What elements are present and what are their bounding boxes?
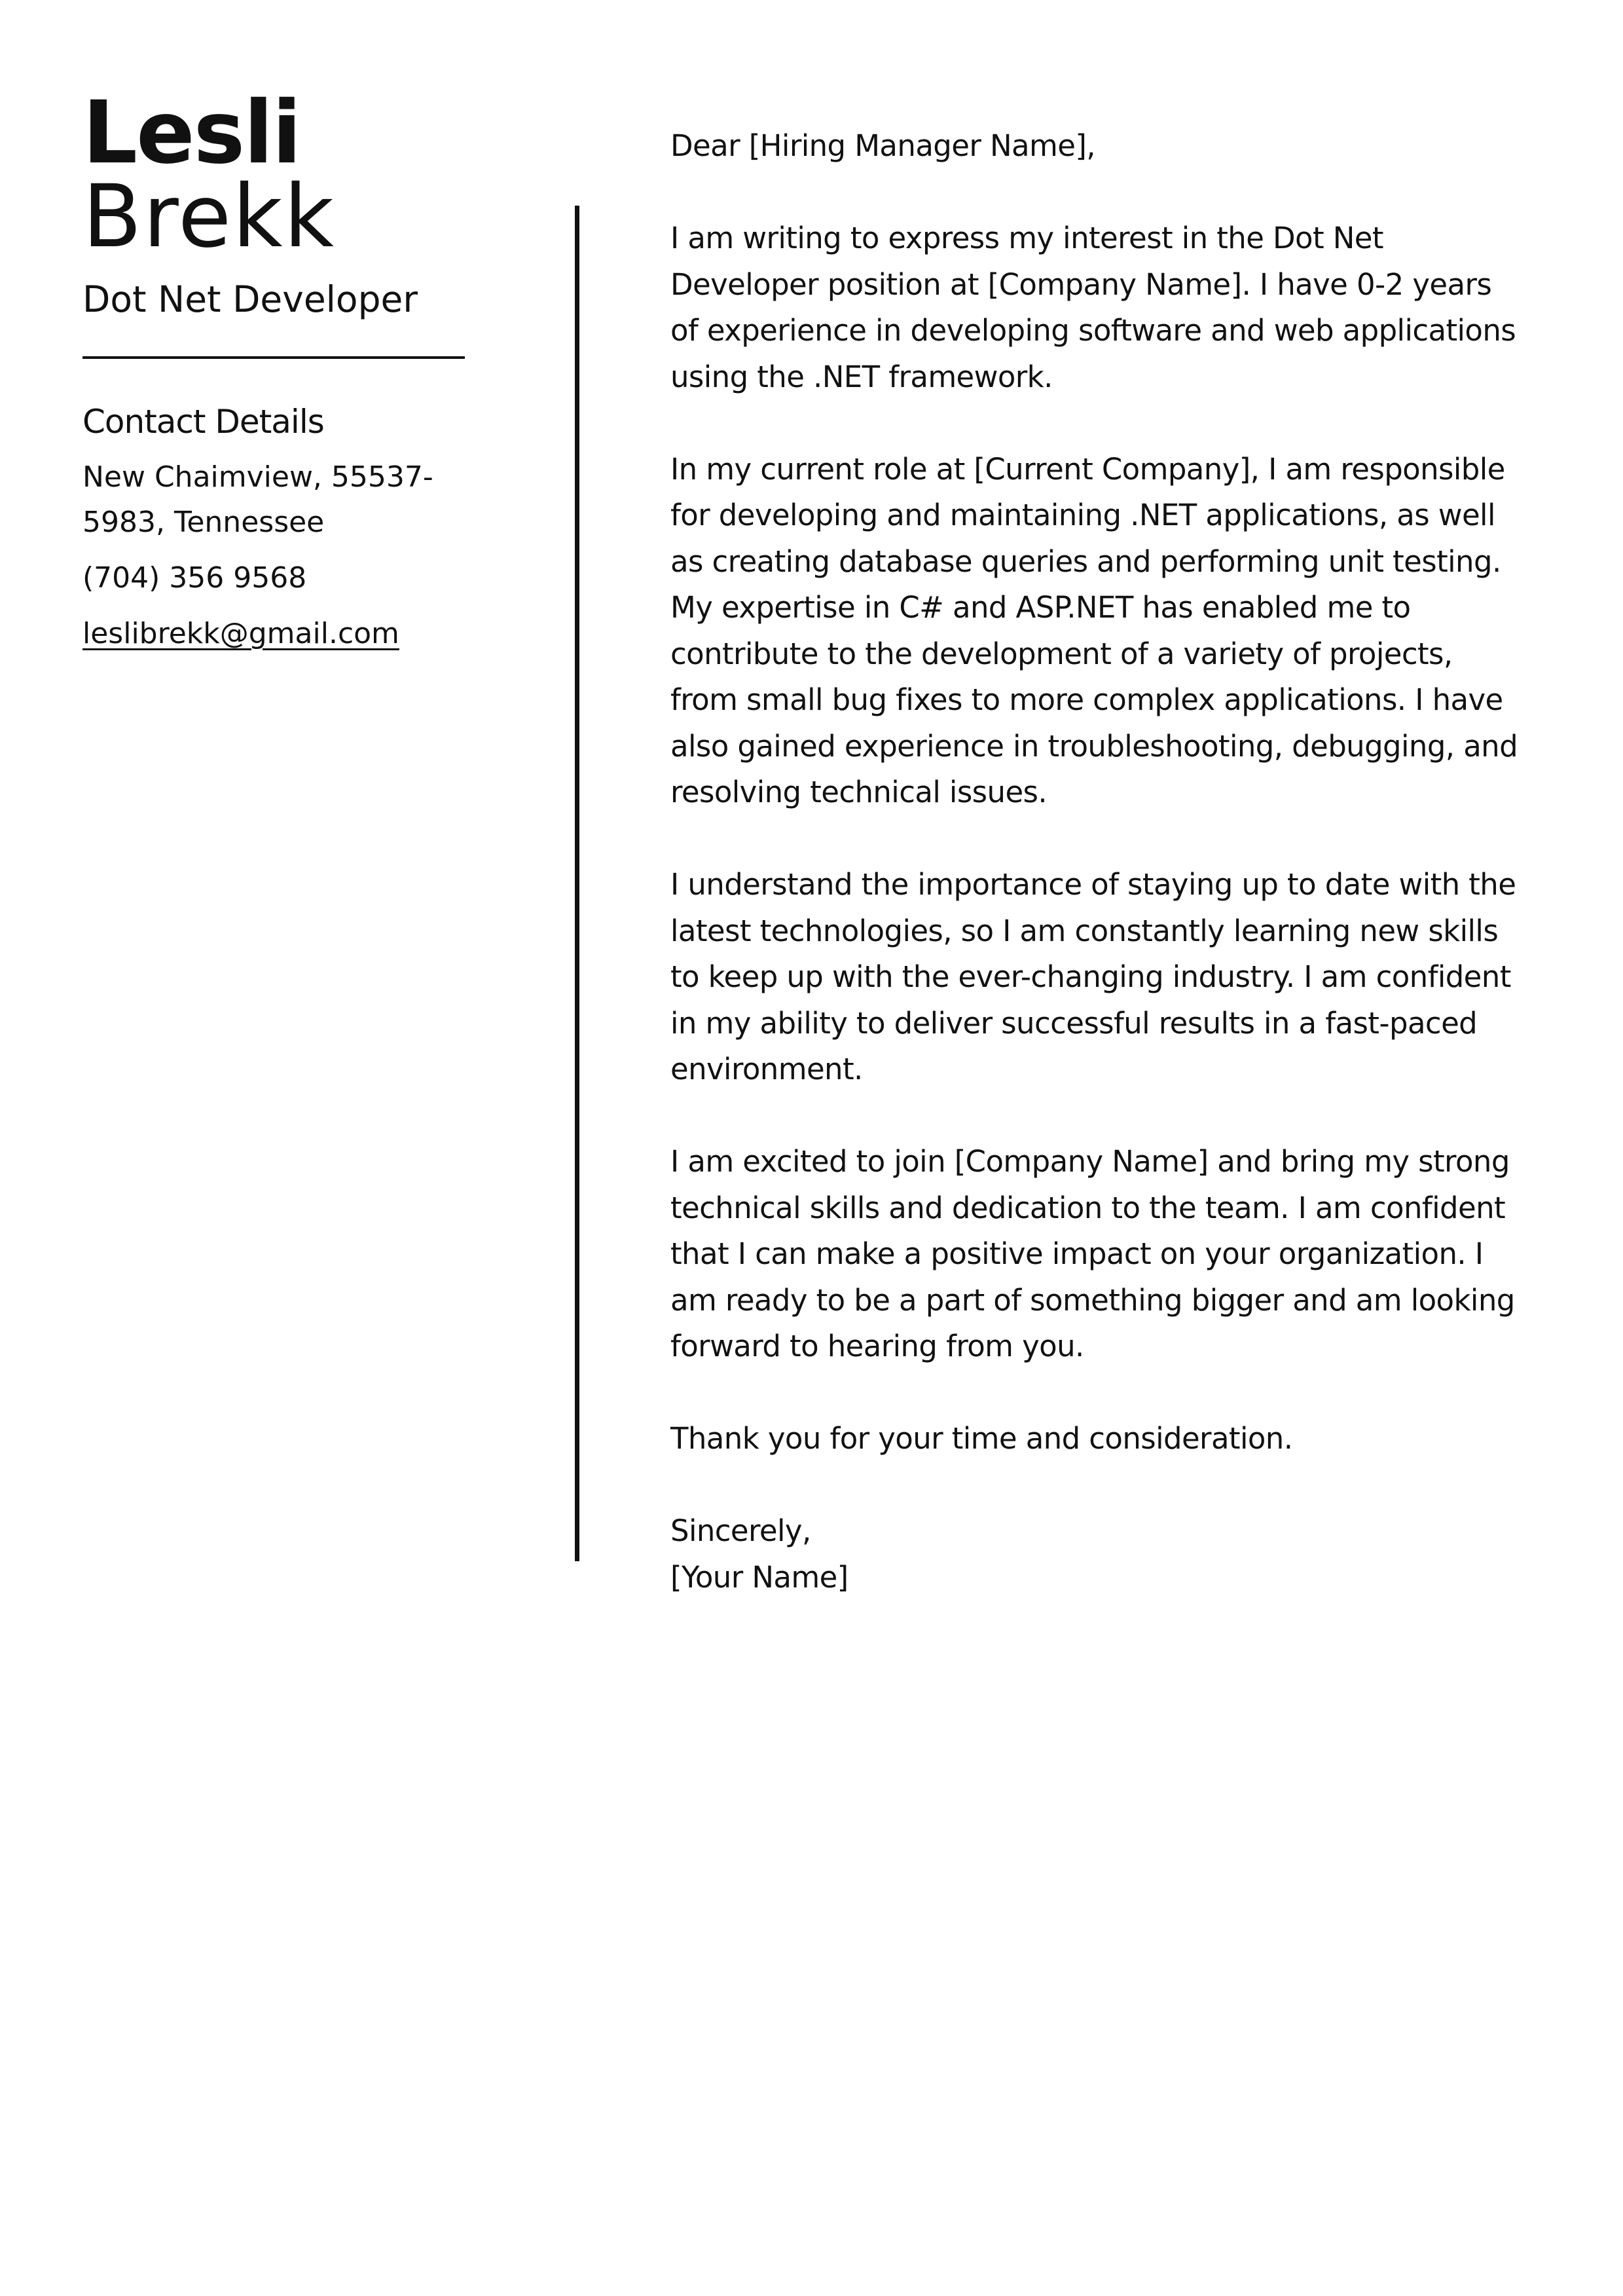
paragraph-intro: I am writing to express my interest in the Dot Net Developer position at [Company Name]. I have 0-2 years of experience in developing software and web applications using the .NET framework. [670,221,1516,394]
contact-phone: (704) 356 9568 [82,561,307,595]
title-divider [82,356,465,359]
paragraph-excitement: I am excited to join [Company Name] and bring my strong technical skills and dedication to the team. I am confident that I can make a positive impact on your organization. I am ready to be a part of something bigger and am looking forward to hearing from you. [670,1144,1515,1363]
vertical-divider [575,206,579,1561]
job-title: Dot Net Developer [82,278,418,320]
paragraph-thanks: Thank you for your time and consideration. [670,1421,1293,1456]
contact-heading: Contact Details [82,403,324,441]
contact-email-link[interactable]: leslibrekk@gmail.com [82,617,399,650]
address-line-1: New Chaimview, 55537- [82,460,433,494]
first-name: Lesli [82,83,301,183]
address-line-2: 5983, Tennessee [82,506,325,539]
signature: [Your Name] [670,1559,848,1595]
paragraph-learning: I understand the importance of staying up to date with the latest technologies, so I am constantly learning new skills to keep up with the ever-changing industry. I am confident in my ability to deliver successful results in a fast-paced environment. [670,867,1516,1086]
letter-body [670,123,1522,1601]
salutation: Dear [Hiring Manager Name], [670,128,1095,163]
sidebar [82,83,475,656]
contact-address [82,454,475,545]
closing: Sincerely, [670,1513,811,1548]
paragraph-current-role: In my current role at [Current Company], I am responsible for developing and maintaining .NET applications, as well as creating database queries and performing unit testing. My expertise in C# and ASP.NET has enabled me to contribute to the development of a variety of projects, from small bug fixes to more complex applications. I have also gained experience in troubleshooting, debugging, and resolving technical issues. [670,451,1518,809]
last-name: Brekk [82,166,336,267]
